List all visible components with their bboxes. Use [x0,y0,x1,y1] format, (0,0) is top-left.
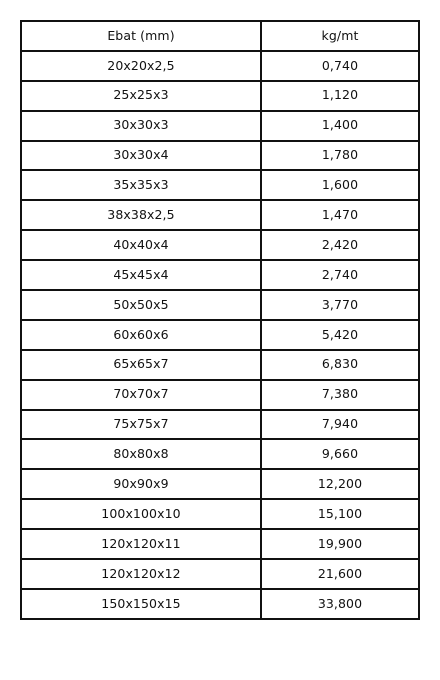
cell-size: 150x150x15 [21,589,261,619]
cell-weight: 2,740 [261,260,419,290]
cell-weight: 3,770 [261,290,419,320]
cell-weight: 33,800 [261,589,419,619]
cell-size: 70x70x7 [21,380,261,410]
table-row [21,141,419,171]
table-row [21,320,419,350]
cell-weight: 1,470 [261,200,419,230]
cell-size: 35x35x3 [21,170,261,200]
table-row [21,260,419,290]
table-row [21,559,419,589]
header-weight: kg/mt [261,21,419,51]
cell-weight: 2,420 [261,230,419,260]
cell-weight: 0,740 [261,51,419,81]
cell-size: 40x40x4 [21,230,261,260]
cell-weight: 1,120 [261,81,419,111]
table-row [21,350,419,380]
table-row [21,170,419,200]
cell-weight: 15,100 [261,499,419,529]
cell-weight: 1,600 [261,170,419,200]
table-row [21,51,419,81]
cell-weight: 19,900 [261,529,419,559]
cell-weight: 7,380 [261,380,419,410]
table-row [21,469,419,499]
cell-weight: 5,420 [261,320,419,350]
table-row [21,111,419,141]
table-row [21,529,419,559]
cell-weight: 9,660 [261,439,419,469]
table-row [21,81,419,111]
cell-size: 75x75x7 [21,410,261,440]
cell-weight: 12,200 [261,469,419,499]
cell-weight: 1,400 [261,111,419,141]
cell-size: 120x120x12 [21,559,261,589]
cell-size: 120x120x11 [21,529,261,559]
cell-weight: 7,940 [261,410,419,440]
table-row [21,230,419,260]
cell-size: 60x60x6 [21,320,261,350]
table-row [21,589,419,619]
header-size: Ebat (mm) [21,21,261,51]
cell-size: 45x45x4 [21,260,261,290]
table-row [21,410,419,440]
cell-size: 20x20x2,5 [21,51,261,81]
table-row [21,380,419,410]
cell-weight: 21,600 [261,559,419,589]
table-body [21,51,419,619]
cell-size: 30x30x4 [21,141,261,171]
cell-size: 80x80x8 [21,439,261,469]
cell-size: 50x50x5 [21,290,261,320]
cell-size: 25x25x3 [21,81,261,111]
cell-weight: 6,830 [261,350,419,380]
table-row [21,200,419,230]
cell-size: 90x90x9 [21,469,261,499]
cell-size: 100x100x10 [21,499,261,529]
table-row [21,439,419,469]
cell-size: 65x65x7 [21,350,261,380]
cell-size: 38x38x2,5 [21,200,261,230]
table-header-row [21,21,419,51]
cell-weight: 1,780 [261,141,419,171]
table-row [21,499,419,529]
weight-table [20,20,420,620]
table-row [21,290,419,320]
cell-size: 30x30x3 [21,111,261,141]
